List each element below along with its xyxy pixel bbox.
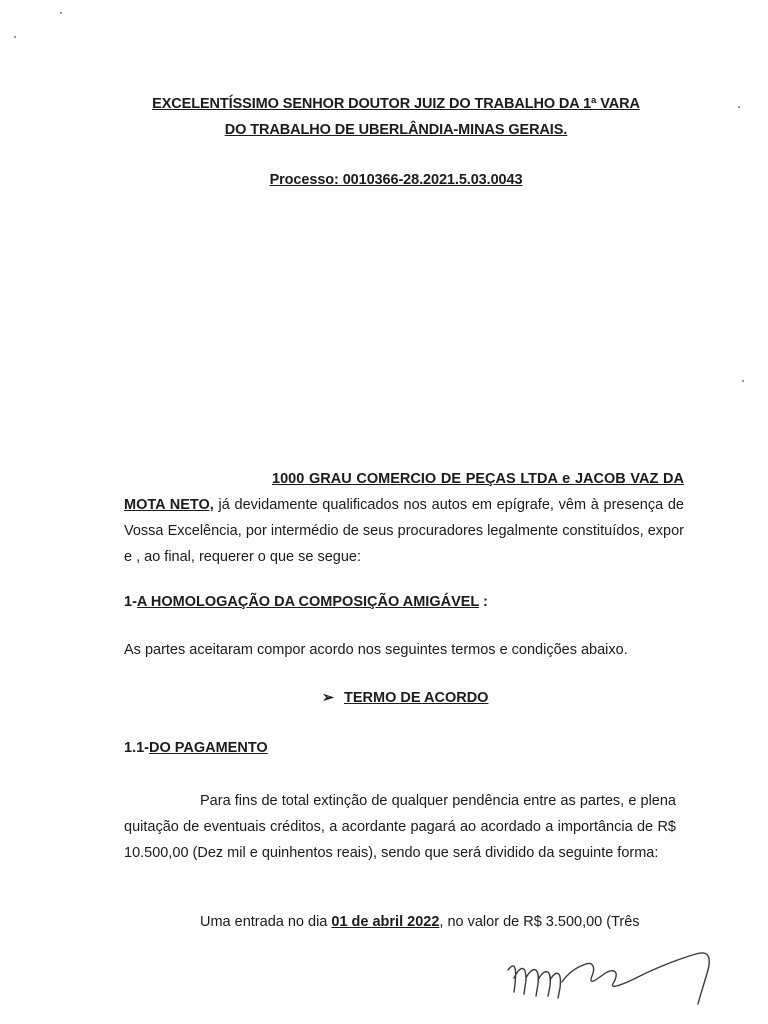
section-1-heading: A HOMOLOGAÇÃO DA COMPOSIÇÃO AMIGÁVEL	[136, 594, 480, 610]
arrow-bullet-icon: ➢	[322, 690, 335, 706]
parties-body: já devidamente qualificados nos autos em epígrafe, vêm à presença de Vossa Excelência, por intermédio de seus procuradores legalmente constituídos, expor e , ao final, requerer o que se segue:	[124, 497, 684, 565]
scan-speck	[60, 12, 62, 14]
entry-prefix: Uma entrada no dia	[200, 914, 332, 930]
scan-speck	[14, 36, 16, 38]
section-1-colon: :	[479, 594, 488, 610]
termo-title	[322, 690, 488, 706]
payment-text: Para fins de total extinção de qualquer pendência entre as partes, e plena quitação de eventuais créditos, a acordante pagará ao acordado a importância de R$ 10.500,00 (Dez mil e quinhentos reais), sendo que será dividido da seguinte forma:	[124, 793, 676, 861]
payment-paragraph	[124, 788, 676, 866]
section-1-1-title	[124, 740, 268, 756]
signature-initials	[500, 940, 730, 1010]
heading-court-line2: DO TRABALHO DE UBERLÂNDIA-MINAS GERAIS.	[224, 122, 568, 138]
process-number: Processo: 0010366-28.2021.5.03.0043	[269, 172, 523, 188]
section-1-title	[124, 594, 488, 610]
party-person: JACOB VAZ DA MOTA NETO,	[124, 471, 684, 513]
heading-court-line1: EXCELENTÍSSIMO SENHOR DOUTOR JUIZ DO TRABALHO DA 1ª VARA	[152, 96, 640, 112]
entry-suffix: , no valor de R$ 3.500,00 (Três	[439, 914, 640, 930]
section-1-number: 1-	[124, 594, 137, 610]
entry-date: 01 de abril 2022	[331, 914, 440, 930]
section-1-1-number: 1.1-	[124, 740, 149, 756]
party-conjunction: e	[557, 471, 575, 487]
termo-heading: TERMO DE ACORDO	[344, 690, 489, 706]
party-company: 1000 GRAU COMERCIO DE PEÇAS LTDA	[272, 471, 558, 487]
section-1-text: As partes aceitaram compor acordo nos seguintes termos e condições abaixo.	[124, 642, 628, 658]
section-1-1-heading: DO PAGAMENTO	[149, 740, 268, 756]
entry-line	[200, 914, 640, 930]
parties-paragraph	[124, 466, 684, 570]
scan-speck	[742, 380, 744, 382]
